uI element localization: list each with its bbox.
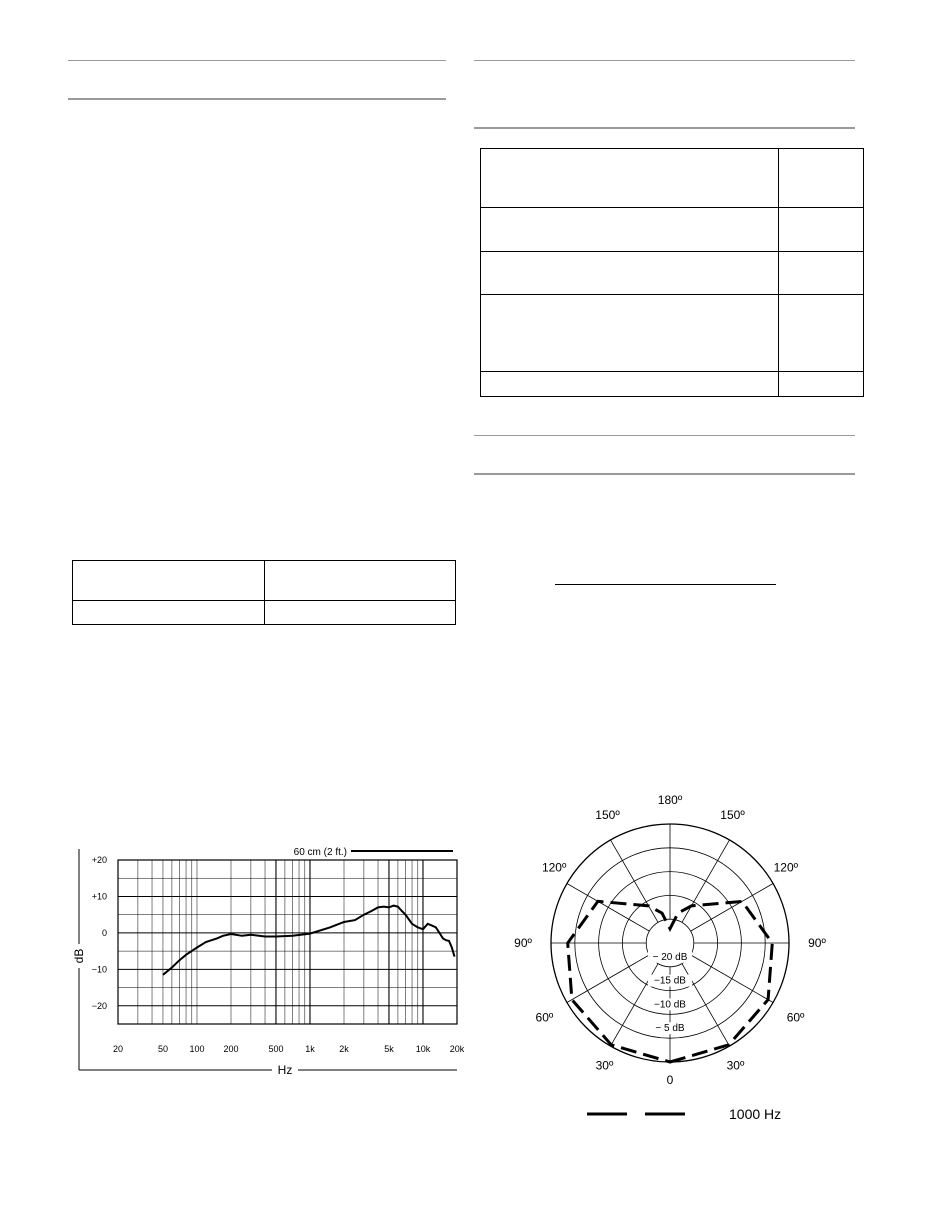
x-tick-label: 5k	[384, 1044, 394, 1054]
polar-angle-label: 150º	[720, 807, 745, 822]
y-tick-label: 0	[101, 927, 107, 938]
spec-table-right	[480, 148, 864, 397]
table-cell	[481, 252, 779, 295]
table-cell	[779, 372, 864, 397]
spec-table-left	[72, 560, 456, 625]
x-tick-label: 1k	[305, 1044, 315, 1054]
table-cell	[481, 372, 779, 397]
polar-angle-label: 30º	[726, 1058, 745, 1073]
y-tick-label: −10	[91, 964, 107, 975]
table-cell	[265, 601, 456, 625]
table-cell	[779, 295, 864, 372]
polar-ring-label: − 5 dB	[655, 1023, 685, 1035]
polar-ring-label: −15 dB	[654, 975, 686, 987]
x-tick-label: 2k	[339, 1044, 349, 1054]
table-cell	[779, 208, 864, 252]
table-row	[73, 561, 456, 601]
polar-angle-label: 120º	[541, 860, 567, 875]
x-tick-label: 100	[189, 1044, 205, 1054]
x-axis-label: Hz	[277, 1063, 293, 1077]
x-tick-label: 20	[112, 1044, 124, 1054]
polar-spoke	[567, 955, 649, 1003]
table-row	[481, 252, 864, 295]
polar-spoke	[682, 840, 730, 922]
table-cell	[73, 561, 265, 601]
table-cell	[481, 295, 779, 372]
x-tick-label: 200	[223, 1044, 239, 1054]
section-rule-top-left	[68, 60, 446, 61]
polar-angle-label: 120º	[773, 860, 799, 875]
polar-ring-label: − 20 dB	[652, 951, 688, 963]
polar-spoke	[611, 840, 659, 922]
table-cell	[481, 208, 779, 252]
table-cell	[779, 149, 864, 208]
section-rule-bottom-right	[474, 127, 855, 129]
polar-angle-label: 0	[666, 1073, 674, 1087]
y-tick-label: −20	[91, 1000, 107, 1011]
table-row	[481, 208, 864, 252]
section-rule-mid-right-bottom	[474, 473, 855, 475]
polar-pattern-chart	[514, 793, 826, 1140]
response-curve	[163, 906, 455, 975]
polar-angle-label: 90º	[514, 936, 532, 950]
table-row	[481, 295, 864, 372]
legend-label-1000hz: 1000 Hz	[729, 1106, 782, 1122]
section-rule-mid-right-top	[474, 435, 855, 436]
polar-angle-label: 150º	[595, 807, 620, 822]
x-tick-label: 50	[157, 1044, 168, 1054]
polar-spoke	[691, 884, 773, 932]
x-tick-label: 10k	[415, 1044, 431, 1054]
table-row	[481, 372, 864, 397]
y-tick-label: +20	[91, 855, 107, 865]
polar-spoke	[567, 884, 649, 932]
polar-angle-label: 90º	[808, 936, 826, 950]
polar-spoke	[691, 955, 773, 1003]
y-axis-label: dB	[72, 948, 86, 964]
frequency-response-chart	[60, 840, 470, 1080]
polar-angle-label: 60º	[786, 1010, 805, 1025]
table-cell	[265, 561, 456, 601]
table-cell	[779, 252, 864, 295]
section-rule-top-right	[474, 60, 855, 61]
y-tick-label: +10	[91, 891, 107, 902]
table-cell	[481, 149, 779, 208]
heading-underline	[555, 584, 776, 585]
polar-angle-label: 30º	[595, 1058, 614, 1073]
section-rule-bottom-left	[68, 98, 446, 100]
legend-label: 60 cm (2 ft.)	[293, 847, 347, 858]
polar-angle-label: 60º	[535, 1010, 554, 1025]
table-row	[481, 149, 864, 208]
table-row	[73, 601, 456, 625]
x-tick-label: 500	[268, 1044, 284, 1054]
polar-angle-label: 180º	[657, 793, 683, 807]
x-tick-label: 20k	[449, 1044, 465, 1054]
table-cell	[73, 601, 265, 625]
polar-ring-label: −10 dB	[654, 999, 686, 1011]
